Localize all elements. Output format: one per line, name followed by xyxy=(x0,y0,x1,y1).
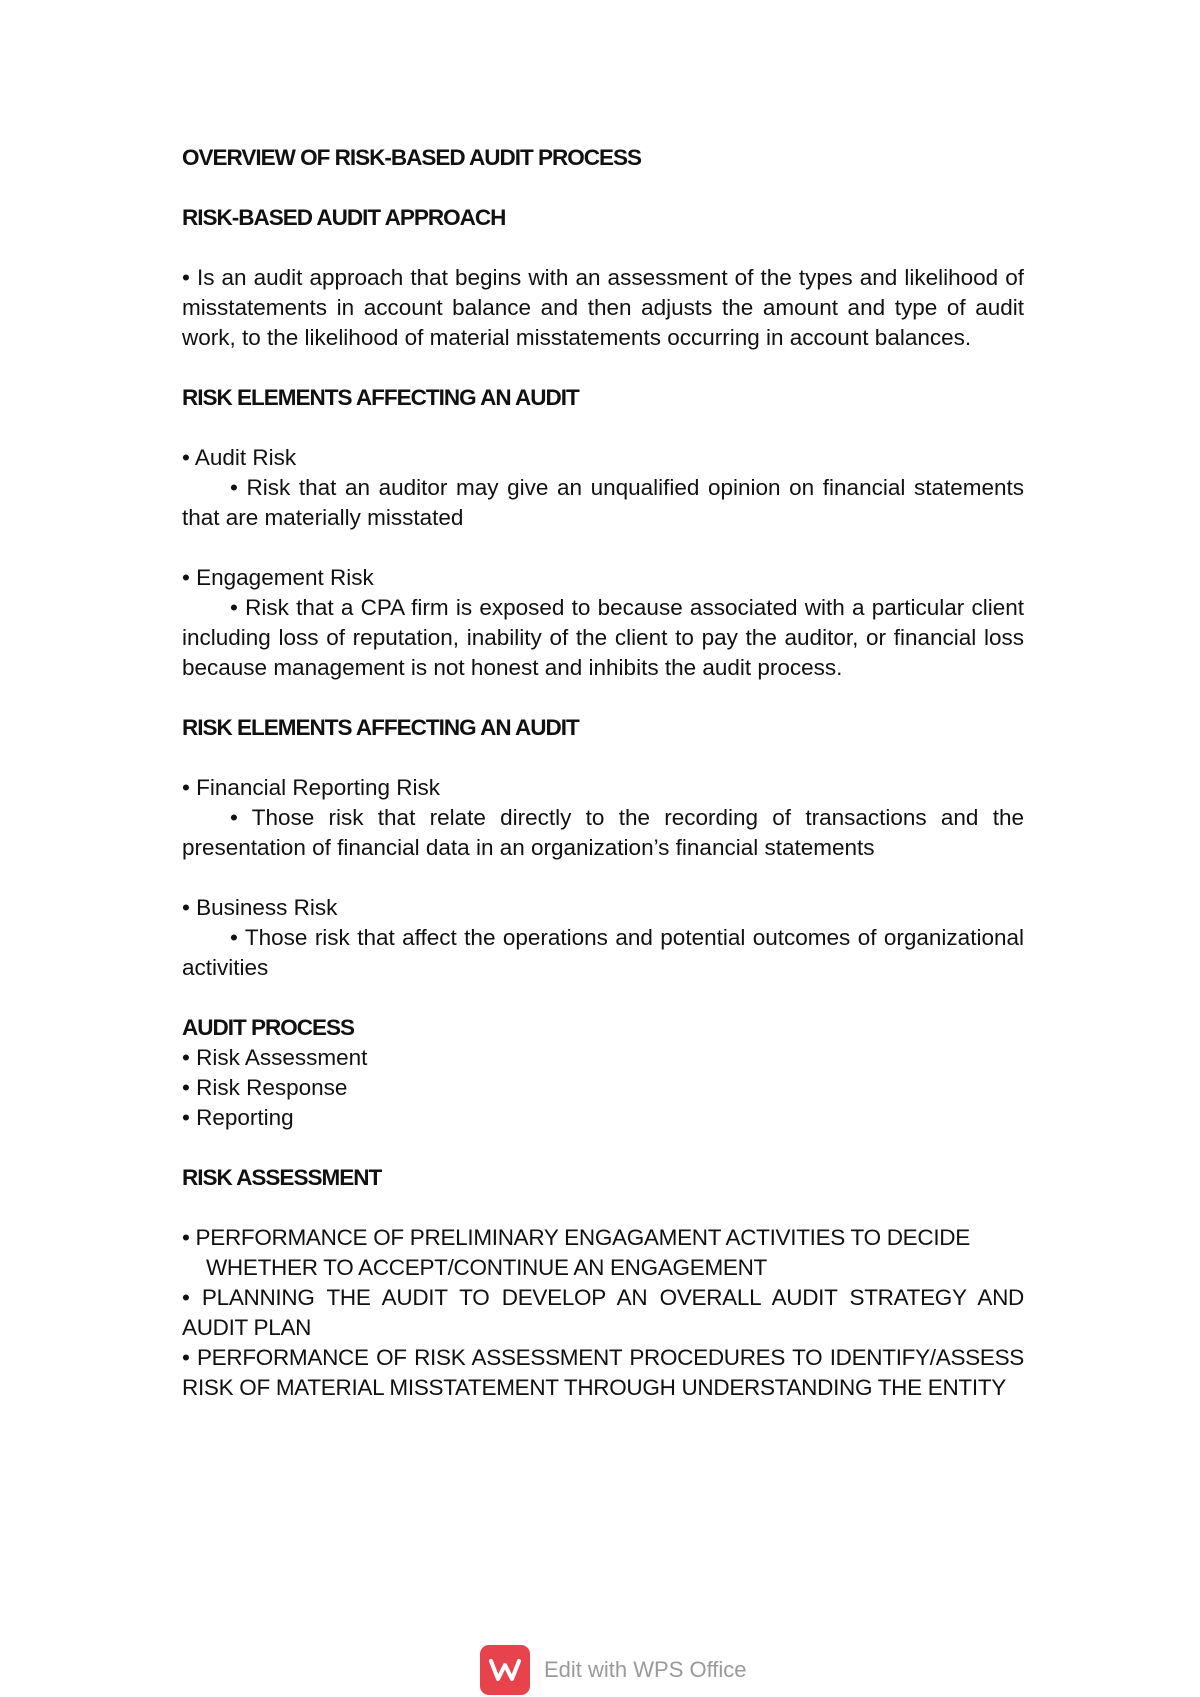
risk-assessment-item: • PLANNING THE AUDIT TO DEVELOP AN OVERALL AUDIT STRATEGY AND AUDIT PLAN xyxy=(182,1285,1024,1340)
audit-risk-label: • Audit Risk xyxy=(182,445,297,470)
engagement-risk-description: • Risk that a CPA firm is exposed to because associated with a particular client including loss of reputation, inability of the client to pay the auditor, or financial loss because management is not honest and inhibits the audit process. xyxy=(182,595,1024,680)
financial-reporting-risk-label: • Financial Reporting Risk xyxy=(182,775,440,800)
risk-assessment-item: • PERFORMANCE OF PRELIMINARY ENGAGAMENT ACTIVITIES TO DECIDE WHETHER TO ACCEPT/CONTINUE AN ENGAGEMENT xyxy=(182,1225,970,1280)
section-heading-approach: RISK-BASED AUDIT APPROACH xyxy=(182,205,506,230)
section-heading-risk-elements-2: RISK ELEMENTS AFFECTING AN AUDIT xyxy=(182,715,579,740)
risk-assessment-item: • PERFORMANCE OF RISK ASSESSMENT PROCEDURES TO IDENTIFY/ASSESS RISK OF MATERIAL MISSTATEMENT THROUGH UNDERSTANDING THE ENTITY xyxy=(182,1345,1024,1400)
section-heading-risk-elements-1: RISK ELEMENTS AFFECTING AN AUDIT xyxy=(182,385,579,410)
section-heading-risk-assessment: RISK ASSESSMENT xyxy=(182,1165,382,1190)
business-risk-description: • Those risk that affect the operations and potential outcomes of organizational activities xyxy=(182,925,1024,980)
audit-process-item: • Reporting xyxy=(182,1105,294,1130)
audit-process-item: • Risk Response xyxy=(182,1075,348,1100)
engagement-risk-label: • Engagement Risk xyxy=(182,565,374,590)
footer-text: Edit with WPS Office xyxy=(544,1657,747,1682)
business-risk-label: • Business Risk xyxy=(182,895,338,920)
document-title: OVERVIEW OF RISK-BASED AUDIT PROCESS xyxy=(182,145,642,170)
audit-risk-description: • Risk that an auditor may give an unqualified opinion on financial statements that are materially misstated xyxy=(182,475,1024,530)
audit-process-item: • Risk Assessment xyxy=(182,1045,368,1070)
approach-paragraph: • Is an audit approach that begins with an assessment of the types and likelihood of misstatements in account balance and then adjusts the amount and type of audit work, to the likelihood of material misstatements occurring in account balances. xyxy=(182,265,1024,350)
document-body xyxy=(182,143,1024,1403)
wps-logo-icon xyxy=(480,1645,530,1695)
section-heading-audit-process: AUDIT PROCESS xyxy=(182,1015,355,1040)
financial-reporting-risk-description: • Those risk that relate directly to the recording of transactions and the presentation of financial data in an organization’s financial statements xyxy=(182,805,1024,860)
wps-footer-link[interactable] xyxy=(480,1645,747,1695)
